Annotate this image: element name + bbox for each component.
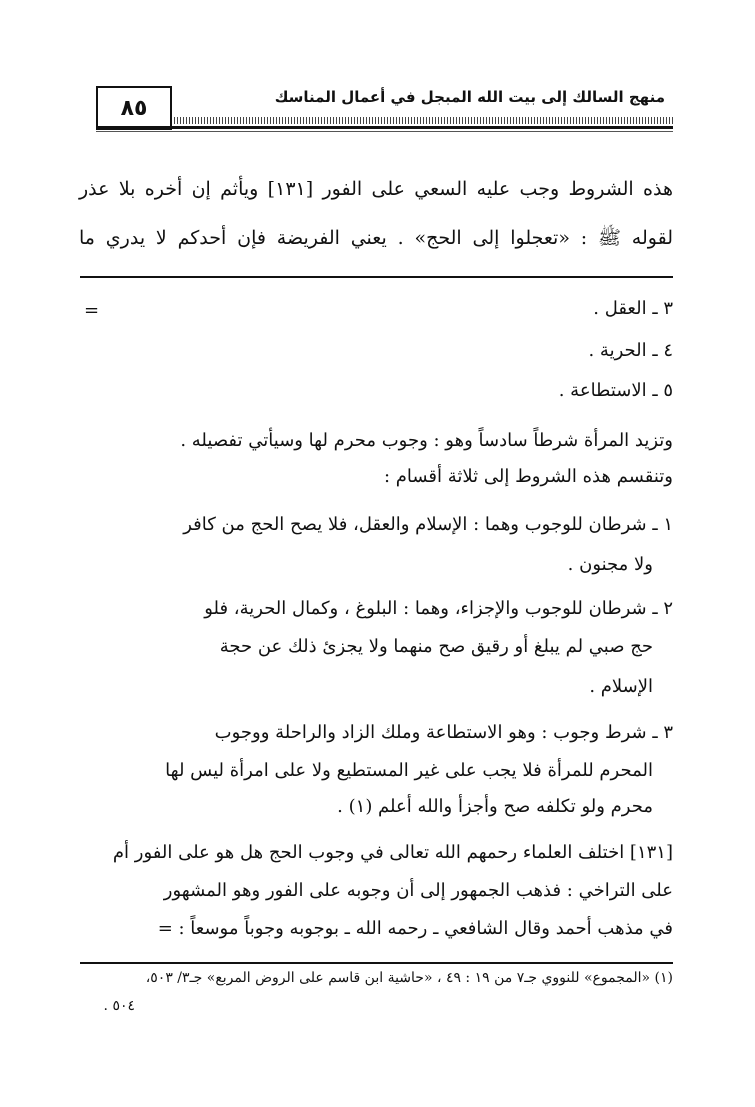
continuation-mark: = [84, 300, 100, 321]
division-1-line-1: ١ ـ شرطان للوجوب وهما : الإسلام والعقل، فلا يصح الحج من كافر [183, 514, 673, 535]
section-divider [80, 276, 673, 278]
page-number: ٨٥ [120, 95, 148, 121]
header-hatch-rule [168, 117, 673, 124]
condition-5: ٥ ـ الاستطاعة . [558, 380, 673, 401]
division-intro: وتنقسم هذه الشروط إلى ثلاثة أقسام : [383, 466, 673, 487]
main-text-line-1: هذه الشروط وجب عليه السعي على الفور [١٣١] ويأثم إن أخره بلا عذر [79, 178, 673, 200]
condition-4: ٤ ـ الحرية . [588, 340, 673, 361]
header-rule-thin [96, 131, 673, 132]
footnote-divider [80, 962, 673, 964]
footnote-line-2: ٥٠٤ . [103, 998, 135, 1014]
division-3-line-3: محرم ولو تكلفه صح وأجزأ والله أعلم (١) . [337, 796, 653, 817]
footnote-line-1: (١) «المجموع» للنووي جـ٧ من ١٩ : ٤٩ ، «حاشية ابن قاسم على الروض المربع» جـ٣/ ٥٠٣، [145, 970, 673, 986]
division-1-line-2: ولا مجنون . [567, 554, 653, 575]
division-2-line-1: ٢ ـ شرطان للوجوب والإجزاء، وهما : البلوغ ، وكمال الحرية، فلو [204, 598, 673, 619]
division-3-line-2: المحرم للمرأة فلا يجب على غير المستطيع ولا على امرأة ليس لها [165, 760, 653, 781]
division-2-line-2: حج صبي لم يبلغ أو رقيق صح منهما ولا يجزئ ذلك عن حجة [219, 636, 653, 657]
condition-3: ٣ ـ العقل . [593, 298, 673, 319]
division-2-line-3: الإسلام . [589, 676, 653, 697]
page-number-box [96, 86, 172, 130]
running-header-title: منهج السالك إلى بيت الله المبجل في أعمال المناسك [274, 88, 665, 106]
note-131-line-2: على التراخي : فذهب الجمهور إلى أن وجوبه على الفور وهو المشهور [163, 880, 673, 901]
header-rule-thick [96, 126, 673, 129]
note-131-line-3: في مذهب أحمد وقال الشافعي ـ رحمه الله ـ بوجوبه وجوباً موسعاً : = [157, 918, 673, 939]
main-text-line-2: لقوله ﷺ : «تعجلوا إلى الحج» . يعني الفريضة فإن أحدكم لا يدري ما [79, 227, 673, 249]
division-3-line-1: ٣ ـ شرط وجوب : وهو الاستطاعة وملك الزاد والراحلة ووجوب [214, 722, 673, 743]
note-131-line-1: [١٣١] اختلف العلماء رحمهم الله تعالى في وجوب الحج هل هو على الفور أم [112, 842, 673, 863]
woman-condition: وتزيد المرأة شرطاً سادساً وهو : وجوب محرم لها وسيأتي تفصيله . [180, 430, 673, 451]
